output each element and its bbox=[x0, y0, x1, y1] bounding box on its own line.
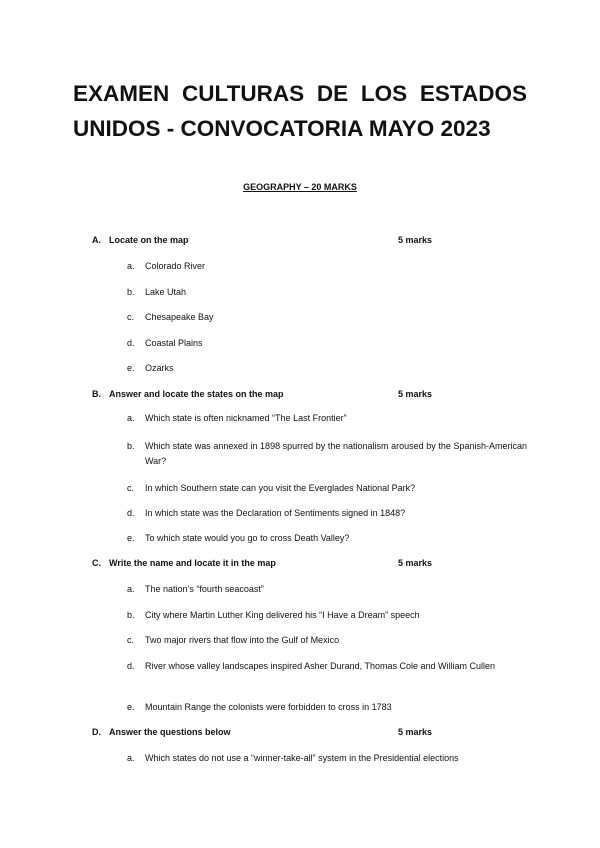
section-letter: A. bbox=[92, 235, 101, 245]
item-letter: e. bbox=[127, 702, 135, 712]
title-word: DE bbox=[316, 81, 349, 106]
item-letter: d. bbox=[127, 661, 135, 671]
item-text: Mountain Range the colonists were forbidden to cross in 1783 bbox=[145, 702, 392, 712]
item-letter: a. bbox=[127, 584, 135, 594]
item-text: Ozarks bbox=[145, 363, 174, 373]
section-letter: B. bbox=[92, 389, 101, 399]
section-subtitle: GEOGRAPHY – 20 MARKS bbox=[243, 182, 357, 192]
item-letter: c. bbox=[127, 483, 135, 493]
section-title: Answer and locate the states on the map bbox=[109, 389, 284, 399]
item-text: In which Southern state can you visit the Everglades National Park? bbox=[145, 483, 416, 493]
section-title: Locate on the map bbox=[109, 235, 189, 245]
item-text: Which states do not use a “winner-take-all” system in the Presidential elections bbox=[145, 753, 459, 763]
item-text: Coastal Plains bbox=[145, 338, 203, 348]
item-text: River whose valley landscapes inspired Asher Durand, Thomas Cole and William Cullen bbox=[145, 661, 495, 671]
item-letter: b. bbox=[127, 441, 135, 451]
item-text: Which state was annexed in 1898 spurred by the nationalism aroused by the Spanish-American War? bbox=[145, 441, 527, 466]
title-word: EXAMEN bbox=[73, 81, 170, 106]
item-text: Which state is often nicknamed “The Last Frontier” bbox=[145, 413, 347, 423]
item-letter: a. bbox=[127, 261, 135, 271]
section-marks: 5 marks bbox=[398, 235, 433, 245]
title-word: CULTURAS bbox=[182, 81, 305, 106]
section-marks: 5 marks bbox=[398, 389, 433, 399]
section-marks: 5 marks bbox=[398, 727, 433, 737]
title-line-1 bbox=[73, 76, 527, 111]
item-letter: e. bbox=[127, 533, 135, 543]
item-text: Lake Utah bbox=[145, 287, 187, 297]
document-title bbox=[73, 76, 527, 146]
item-letter: a. bbox=[127, 413, 135, 423]
item-letter: d. bbox=[127, 508, 135, 518]
section-title: Write the name and locate it in the map bbox=[109, 558, 276, 568]
item-text: To which state would you go to cross Death Valley? bbox=[145, 533, 350, 543]
item-letter: e. bbox=[127, 363, 135, 373]
title-word: ESTADOS bbox=[419, 81, 527, 106]
item-letter: d. bbox=[127, 338, 135, 348]
section-letter: D. bbox=[92, 727, 101, 737]
item-text: City where Martin Luther King delivered his “I Have a Dream” speech bbox=[145, 610, 420, 620]
title-line-2: UNIDOS - CONVOCATORIA MAYO 2023 bbox=[73, 116, 491, 141]
item-text: In which state was the Declaration of Sentiments signed in 1848? bbox=[145, 508, 406, 518]
section-letter: C. bbox=[92, 558, 101, 568]
section-title: Answer the questions below bbox=[109, 727, 231, 737]
item-letter: b. bbox=[127, 287, 135, 297]
item-letter: c. bbox=[127, 312, 135, 322]
item-letter: c. bbox=[127, 635, 135, 645]
item-letter: b. bbox=[127, 610, 135, 620]
item-text: The nation’s “fourth seacoast” bbox=[145, 584, 264, 594]
item-text: Chesapeake Bay bbox=[145, 312, 214, 322]
item-text: Colorado River bbox=[145, 261, 206, 271]
item-letter: a. bbox=[127, 753, 135, 763]
item-text: Two major rivers that flow into the Gulf of Mexico bbox=[145, 635, 340, 645]
section-marks: 5 marks bbox=[398, 558, 433, 568]
title-word: LOS bbox=[360, 81, 408, 106]
